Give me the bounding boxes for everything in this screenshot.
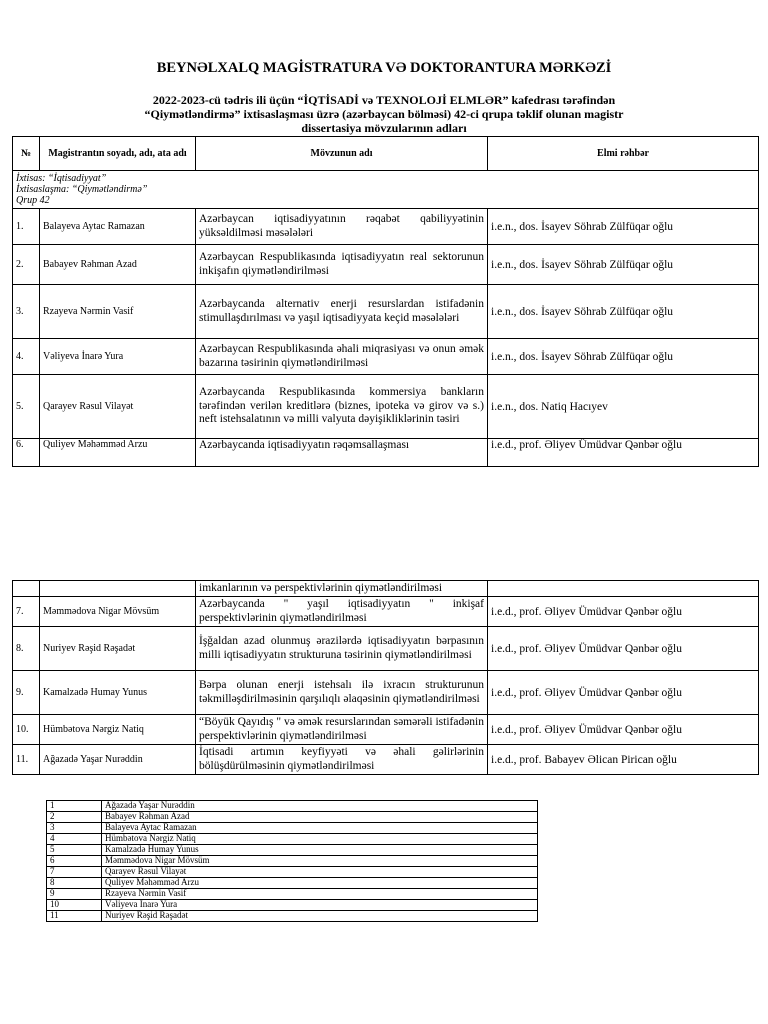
- list-num: 1: [47, 801, 102, 812]
- row-student: Məmmədova Nigar Mövsüm: [40, 597, 196, 627]
- table-header-row: [13, 137, 759, 171]
- table-row: [13, 245, 759, 285]
- list-item: [47, 823, 538, 834]
- table-row: [13, 745, 759, 775]
- list-num: 6: [47, 856, 102, 867]
- list-item: [47, 812, 538, 823]
- list-item: [47, 856, 538, 867]
- table-row: [13, 439, 759, 467]
- list-name: Kamalzadə Humay Yunus: [102, 845, 538, 856]
- list-num: 10: [47, 900, 102, 911]
- list-item: [47, 878, 538, 889]
- row-topic: Azərbaycanda " yaşıl iqtisadiyyatın " inkişaf perspektivlərinin qiymətləndirilməsi: [196, 597, 488, 627]
- list-name: Nuriyev Rəşid Rəşadət: [102, 911, 538, 922]
- row-supervisor: i.e.d., prof. Babayev Əlican Pirican oğlu: [488, 745, 759, 775]
- row-supervisor: i.e.n., dos. İsayev Söhrab Zülfüqar oğlu: [488, 245, 759, 285]
- topics-table-page-1: [12, 136, 759, 467]
- row-student: Ağazadə Yaşar Nurəddin: [40, 745, 196, 775]
- table-row: [13, 627, 759, 671]
- continuation-row: [13, 581, 759, 597]
- list-num: 4: [47, 834, 102, 845]
- row-student: Balayeva Aytac Ramazan: [40, 209, 196, 245]
- row-supervisor: i.e.d., prof. Əliyev Ümüdvar Qənbər oğlu: [488, 439, 759, 467]
- row-num: 10.: [13, 715, 40, 745]
- list-num: 7: [47, 867, 102, 878]
- row-supervisor: i.e.n., dos. İsayev Söhrab Zülfüqar oğlu: [488, 209, 759, 245]
- list-name: Məmmədova Nigar Mövsüm: [102, 856, 538, 867]
- subtitle-line-3: dissertasiya mövzularının adları: [301, 121, 467, 135]
- row-student: Qarayev Rəsul Vilayət: [40, 375, 196, 439]
- row-num: 5.: [13, 375, 40, 439]
- row-supervisor: i.e.n., dos. İsayev Söhrab Zülfüqar oğlu: [488, 285, 759, 339]
- row-supervisor: i.e.d., prof. Əliyev Ümüdvar Qənbər oğlu: [488, 671, 759, 715]
- list-name: Hümbətova Nərgiz Natiq: [102, 834, 538, 845]
- list-num: 3: [47, 823, 102, 834]
- list-item: [47, 889, 538, 900]
- header-topic: Mövzunun adı: [196, 137, 488, 171]
- group-info-row: [13, 171, 759, 209]
- list-item: [47, 801, 538, 812]
- topics-table-page-2: [12, 580, 759, 775]
- table-row: [13, 671, 759, 715]
- table-row: [13, 209, 759, 245]
- row-topic: Bərpa olunan enerji istehsalı ilə ixracın strukturunun təkmilləşdirilməsinin qarşılıqlı əlaqəsinin qiymətləndirilməsi: [196, 671, 488, 715]
- table-row: [13, 715, 759, 745]
- row-student: Kamalzadə Humay Yunus: [40, 671, 196, 715]
- row-supervisor: i.e.n., dos. Natiq Hacıyev: [488, 375, 759, 439]
- list-num: 11: [47, 911, 102, 922]
- subtitle-line-1: 2022-2023-cü tədris ili üçün “İQTİSADİ və TEXNOLOJİ ELMLƏR” kafedrası tərəfindən: [152, 93, 616, 107]
- list-name: Balayeva Aytac Ramazan: [102, 823, 538, 834]
- summary-list-table: [46, 800, 538, 922]
- row-num: 11.: [13, 745, 40, 775]
- group-info-cell: [13, 171, 759, 209]
- row-num: 3.: [13, 285, 40, 339]
- list-num: 2: [47, 812, 102, 823]
- table-row: [13, 375, 759, 439]
- row-student: Babayev Rəhman Azad: [40, 245, 196, 285]
- row-num: 2.: [13, 245, 40, 285]
- list-item: [47, 900, 538, 911]
- row-student: Rzayeva Nərmin Vasif: [40, 285, 196, 339]
- group-label: Qrup 42: [16, 195, 50, 206]
- row-num: 9.: [13, 671, 40, 715]
- row-supervisor: i.e.n., dos. İsayev Söhrab Zülfüqar oğlu: [488, 339, 759, 375]
- row-topic: “Böyük Qayıdış " və əmək resurslarından səmərəli istifadənin perspektivlərinin qiymətləndirilməsi: [196, 715, 488, 745]
- specialization-label: İxtisaslaşma: “Qiymətləndirmə”: [16, 184, 148, 195]
- row-topic: Azərbaycanda Respublikasında kommersiya bankların tərəfindən verilən kreditlərə (biznes, ipoteka və girov və s.) neft istehsalatının və milli valyuta dəyişikliklərinin təsiri: [196, 375, 488, 439]
- row-num: 4.: [13, 339, 40, 375]
- row-num: 7.: [13, 597, 40, 627]
- row-topic: Azərbaycanda alternativ enerji resurslardan istifadənin stimullaşdırılması və yaşıl iqtisadiyyata keçid məsələləri: [196, 285, 488, 339]
- row-supervisor: i.e.d., prof. Əliyev Ümüdvar Qənbər oğlu: [488, 597, 759, 627]
- list-name: Babayev Rəhman Azad: [102, 812, 538, 823]
- list-item: [47, 834, 538, 845]
- list-item: [47, 911, 538, 922]
- table-row: [13, 339, 759, 375]
- list-name: Quliyev Məhəmməd Arzu: [102, 878, 538, 889]
- table-row: [13, 597, 759, 627]
- row-student: Quliyev Məhəmməd Arzu: [40, 439, 196, 467]
- specialty-label: İxtisas: “İqtisadiyyat”: [16, 173, 107, 184]
- row-student: Vəliyeva İnarə Yura: [40, 339, 196, 375]
- list-name: Ağazadə Yaşar Nurəddin: [102, 801, 538, 812]
- row-supervisor: i.e.d., prof. Əliyev Ümüdvar Qənbər oğlu: [488, 715, 759, 745]
- row-student: Nuriyev Rəşid Rəşadət: [40, 627, 196, 671]
- row-topic: İşğaldan azad olunmuş ərazilərdə iqtisadiyyatın bərpasının milli iqtisadiyyatın strukturuna təsirinin qiymətləndirilməsi: [196, 627, 488, 671]
- row-student: Hümbətova Nərgiz Natiq: [40, 715, 196, 745]
- row-supervisor: i.e.d., prof. Əliyev Ümüdvar Qənbər oğlu: [488, 627, 759, 671]
- row-num: 6.: [13, 439, 40, 467]
- row-topic: Azərbaycan Respublikasında əhali miqrasiyası və onun əmək bazarına təsirinin qiymətləndirilməsi: [196, 339, 488, 375]
- row-num: 1.: [13, 209, 40, 245]
- list-item: [47, 867, 538, 878]
- row-topic: Azərbaycan Respublikasında iqtisadiyyatın real sektorunun inkişafın qiymətləndirilməsi: [196, 245, 488, 285]
- list-num: 5: [47, 845, 102, 856]
- row-topic: Azərbaycan iqtisadiyyatının rəqabət qabiliyyətinin yüksəldilməsi məsələləri: [196, 209, 488, 245]
- list-name: Vəliyeva İnarə Yura: [102, 900, 538, 911]
- header-student: Magistrantın soyadı, adı, ata adı: [40, 137, 196, 171]
- row-topic: İqtisadi artımın keyfiyyəti və əhali gəlirlərinin bölüşdürülməsinin qiymətləndirilməsi: [196, 745, 488, 775]
- list-num: 8: [47, 878, 102, 889]
- header-supervisor: Elmi rəhbər: [488, 137, 759, 171]
- list-num: 9: [47, 889, 102, 900]
- list-item: [47, 845, 538, 856]
- list-name: Rzayeva Nərmin Vasif: [102, 889, 538, 900]
- continuation-text: imkanlarının və perspektivlərinin qiymətləndirilməsi: [196, 581, 488, 597]
- document-title: BEYNƏLXALQ MAGİSTRATURA VƏ DOKTORANTURA MƏRKƏZİ: [156, 60, 612, 76]
- table-row: [13, 285, 759, 339]
- row-topic: Azərbaycanda iqtisadiyyatın rəqəmsallaşması: [196, 439, 488, 467]
- header-num: №: [13, 137, 40, 171]
- row-num: 8.: [13, 627, 40, 671]
- list-name: Qarayev Rəsul Vilayət: [102, 867, 538, 878]
- subtitle-line-2: “Qiymətləndirmə” ixtisaslaşması üzrə (azərbaycan bölməsi) 42-ci qrupa təklif olunan magistr: [144, 107, 624, 121]
